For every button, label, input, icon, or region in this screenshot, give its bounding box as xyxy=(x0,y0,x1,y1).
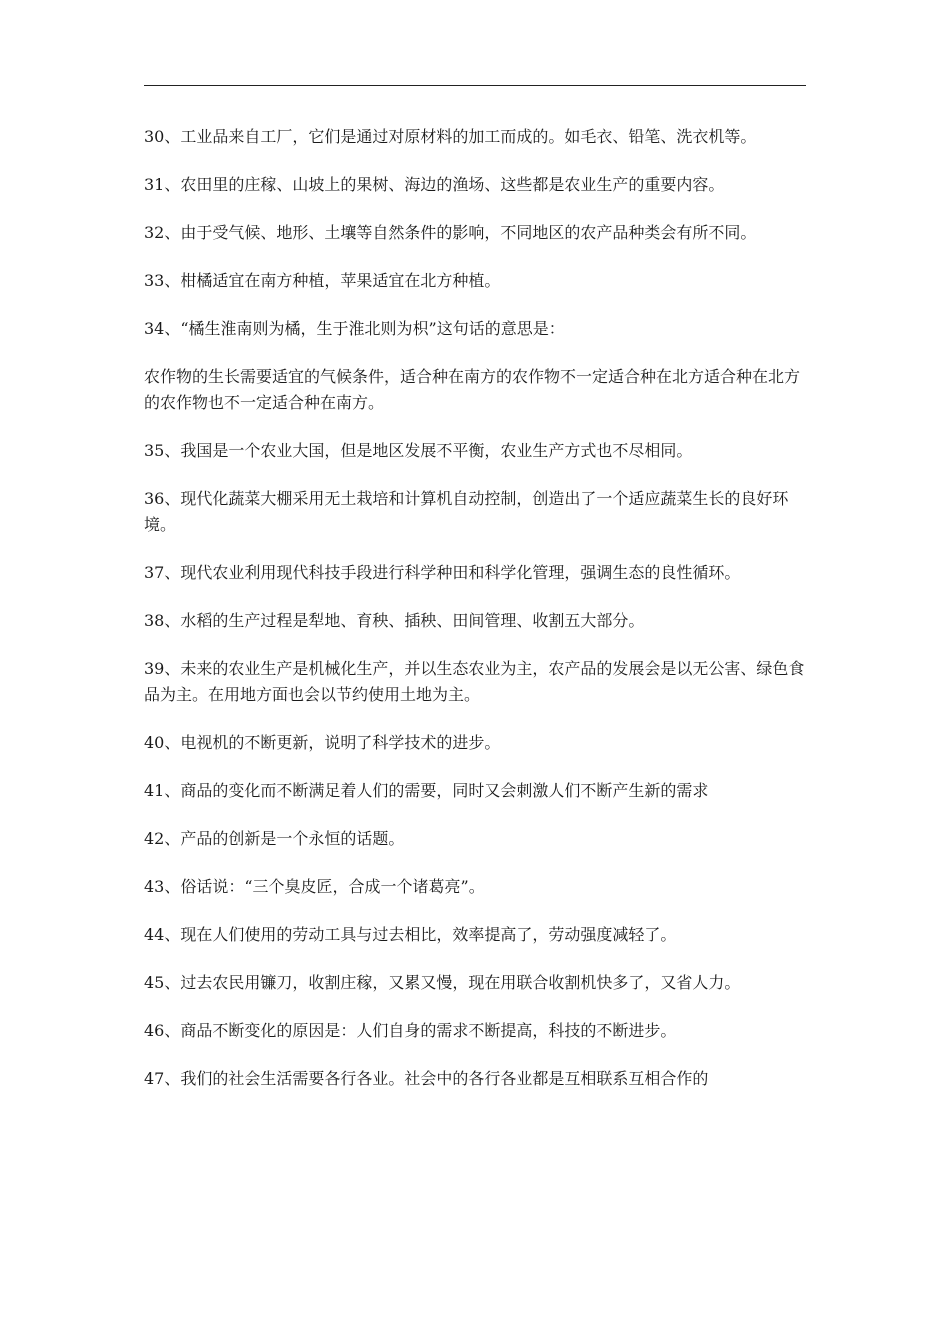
header-rule xyxy=(144,85,806,86)
paragraph-40: 40、电视机的不断更新，说明了科学技术的进步。 xyxy=(144,733,501,752)
paragraph-42: 42、产品的创新是一个永恒的话题。 xyxy=(144,829,405,848)
paragraph-45: 45、过去农民用镰刀，收割庄稼，又累又慢，现在用联合收割机快多了，又省人力。 xyxy=(144,973,741,992)
paragraph-38: 38、水稻的生产过程是犁地、育秧、插秧、田间管理、收割五大部分。 xyxy=(144,611,645,630)
paragraph-39: 39、未来的农业生产是机械化生产，并以生态农业为主，农产品的发展会是以无公害、绿色食品为主。在用地方面也会以节约使用土地为主。 xyxy=(144,659,805,704)
paragraph-46: 46、商品不断变化的原因是：人们自身的需求不断提高，科技的不断进步。 xyxy=(144,1021,677,1040)
paragraph-43: 43、俗话说：“三个臭皮匠，合成一个诸葛亮”。 xyxy=(144,877,485,896)
paragraph-37: 37、现代农业利用现代科技手段进行科学种田和科学化管理，强调生态的良性循环。 xyxy=(144,563,741,582)
paragraph-36: 36、现代化蔬菜大棚采用无土栽培和计算机自动控制，创造出了一个适应蔬菜生长的良好环境。 xyxy=(144,489,789,534)
paragraph-41: 41、商品的变化而不断满足着人们的需要，同时又会刺激人们不断产生新的需求 xyxy=(144,781,709,800)
paragraph-34: 34、“橘生淮南则为橘，生于淮北则为枳”这句话的意思是： xyxy=(144,319,565,338)
paragraph-34-answer: 农作物的生长需要适宜的气候条件，适合种在南方的农作物不一定适合种在北方适合种在北方的农作物也不一定适合种在南方。 xyxy=(144,367,801,412)
paragraph-31: 31、农田里的庄稼、山坡上的果树、海边的渔场、这些都是农业生产的重要内容。 xyxy=(144,175,725,194)
paragraph-44: 44、现在人们使用的劳动工具与过去相比，效率提高了，劳动强度减轻了。 xyxy=(144,925,677,944)
paragraph-30: 30、工业品来自工厂，它们是通过对原材料的加工而成的。如毛衣、铅笔、洗衣机等。 xyxy=(144,127,757,146)
paragraph-47: 47、我们的社会生活需要各行各业。社会中的各行各业都是互相联系互相合作的 xyxy=(144,1069,709,1088)
paragraph-33: 33、柑橘适宜在南方种植，苹果适宜在北方种植。 xyxy=(144,271,501,290)
paragraph-32: 32、由于受气候、地形、土壤等自然条件的影响，不同地区的农产品种类会有所不同。 xyxy=(144,223,757,242)
paragraph-35: 35、我国是一个农业大国，但是地区发展不平衡，农业生产方式也不尽相同。 xyxy=(144,441,693,460)
document-body xyxy=(144,124,808,1114)
